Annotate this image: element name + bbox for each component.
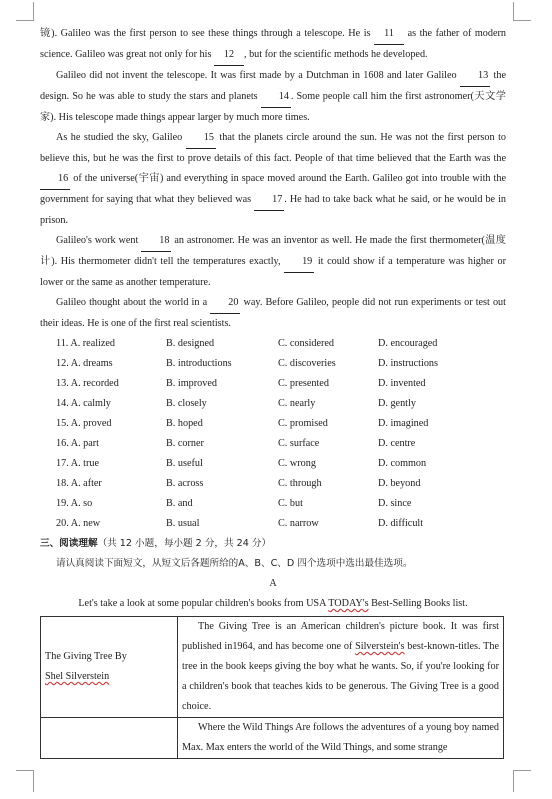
option-c: C. nearly — [278, 398, 316, 409]
option-row — [40, 454, 506, 474]
option-row — [40, 514, 506, 534]
option-b: B. usual — [166, 518, 200, 529]
option-d: D. since — [378, 498, 412, 509]
book-description-cell — [178, 718, 504, 759]
blank-19: 19 — [284, 252, 314, 273]
option-a: 15. A. proved — [56, 418, 112, 429]
passage-intro: Let's take a look at some popular children's books from USA TODAY's Best-Selling Books list. — [78, 598, 468, 609]
option-c: C. presented — [278, 378, 329, 389]
option-c: C. promised — [278, 418, 328, 429]
option-row — [40, 354, 506, 374]
option-a: 18. A. after — [56, 478, 102, 489]
blank-15: 15 — [186, 128, 216, 149]
book-description-cell — [178, 617, 504, 718]
section-instruction: 请认真阅读下面短文，从短文后各题所给的A、B、C、D 四个选项中选出最佳选项。 — [56, 558, 413, 569]
passage-paragraph-2: Galileo did not invent the telescope. It was first made by a Dutchman in 1608 and later Galileo 13 the design. So he was able to study the stars and planets 14 . Some people call him the first astronomer(天文学家). His telescope made things appear larger by much more times. — [40, 66, 506, 128]
blank-17: 17 — [254, 190, 284, 211]
option-row — [40, 394, 506, 414]
blank-12: 12 — [214, 45, 244, 66]
blank-18: 18 — [141, 231, 171, 252]
option-b: B. useful — [166, 458, 203, 469]
blank-16: 16 — [40, 169, 70, 190]
passage-paragraph-5: Galileo thought about the world in a 20 way. Before Galileo, people did not run experiments or test out their ideas. He is one of the first real scientists. — [40, 293, 506, 334]
option-row — [40, 334, 506, 354]
option-b: B. designed — [166, 338, 215, 349]
option-a: 16. A. part — [56, 438, 100, 449]
section-heading: 三、阅读理解（共 12 小题，每小题 2 分，共 24 分） — [40, 538, 272, 549]
option-b: B. introductions — [166, 358, 232, 369]
option-d: D. imagined — [378, 418, 429, 429]
book-description: Where the Wild Things Are follows the adventures of a young boy named Max. Max enters the world of the Wild Things, and some strange — [182, 722, 499, 753]
passage-paragraph-1: 镜). Galileo was the first person to see these things through a telescope. He is 11 as the father of modern science. Galileo was great not only for his 12 , but for the scientific methods he developed. — [40, 24, 506, 66]
table-row — [41, 718, 504, 759]
option-row — [40, 414, 506, 434]
option-a: 11. A. realized — [56, 338, 116, 349]
option-row — [40, 434, 506, 454]
option-d: D. beyond — [378, 478, 421, 489]
options-list — [40, 334, 506, 534]
option-d: D. difficult — [378, 518, 424, 529]
option-b: B. hoped — [166, 418, 203, 429]
option-b: B. corner — [166, 438, 204, 449]
book-title-cell — [41, 617, 178, 718]
crop-mark-top-right-v — [513, 2, 514, 20]
blank-14: 14 — [261, 87, 291, 108]
option-a: 14. A. calmly — [56, 398, 111, 409]
crop-mark-bottom-left-v — [33, 770, 34, 792]
crop-mark-bottom-left-h — [16, 770, 34, 771]
option-b: B. closely — [166, 398, 207, 409]
option-d: D. centre — [378, 438, 416, 449]
crop-mark-top-left-v — [33, 2, 34, 20]
option-c: C. surface — [278, 438, 320, 449]
crop-mark-bottom-right-h — [513, 770, 531, 771]
book-title-cell — [41, 718, 178, 759]
option-c: C. discoveries — [278, 358, 336, 369]
option-d: D. gently — [378, 398, 416, 409]
option-d: D. encouraged — [378, 338, 438, 349]
option-d: D. common — [378, 458, 427, 469]
passage-paragraph-3: As he studied the sky, Galileo 15 that the planets circle around the sun. He was not the first person to believe this, but he was the first to prove details of this fact. People of that time believed that the Earth was the 16 of the universe(宇宙) and everything in space moved around the Earth. Galileo got into trouble with the government for saying that what they believed was 17 . He had to take back what he said, or he would be in prison. — [40, 128, 506, 231]
option-c: C. through — [278, 478, 322, 489]
option-c: C. considered — [278, 338, 335, 349]
crop-mark-top-left-h — [16, 20, 34, 21]
option-row — [40, 494, 506, 514]
option-b: B. improved — [166, 378, 217, 389]
books-table — [40, 616, 504, 759]
blank-11: 11 — [374, 24, 404, 45]
book-title: The Giving Tree By — [45, 651, 127, 662]
book-author: Shel Silverstein — [45, 671, 110, 682]
option-a: 17. A. true — [56, 458, 100, 469]
document-page — [40, 24, 506, 759]
option-c: C. narrow — [278, 518, 319, 529]
book-description: The Giving Tree is an American children's picture book. It was first published in1964, and has become one of Silverstein's best-known-titles. The tree in the book keeps giving the boy what he wants. So, if you're looking for a children's book that teaches kids to be generous. The Giving Tree is a good choice. — [182, 621, 500, 712]
passage-paragraph-4: Galileo's work went 18 an astronomer. He was an inventor as well. He made the first thermometer(温度计). His thermometer didn't tell the temperatures exactly, 19 it could show if a temperature was higher or lower or the same as another temperature. — [40, 231, 506, 293]
crop-mark-bottom-right-v — [513, 770, 514, 792]
blank-20: 20 — [210, 293, 240, 314]
option-b: B. across — [166, 478, 204, 489]
option-c: C. wrong — [278, 458, 316, 469]
blank-13: 13 — [460, 66, 490, 87]
option-c: C. but — [278, 498, 303, 509]
table-row — [41, 617, 504, 718]
option-a: 12. A. dreams — [56, 358, 113, 369]
passage-letter: A — [269, 578, 277, 589]
option-row — [40, 374, 506, 394]
option-d: D. invented — [378, 378, 426, 389]
option-row — [40, 474, 506, 494]
option-a: 20. A. new — [56, 518, 101, 529]
option-a: 13. A. recorded — [56, 378, 119, 389]
option-a: 19. A. so — [56, 498, 93, 509]
option-d: D. instructions — [378, 358, 438, 369]
crop-mark-top-right-h — [513, 20, 531, 21]
option-b: B. and — [166, 498, 193, 509]
